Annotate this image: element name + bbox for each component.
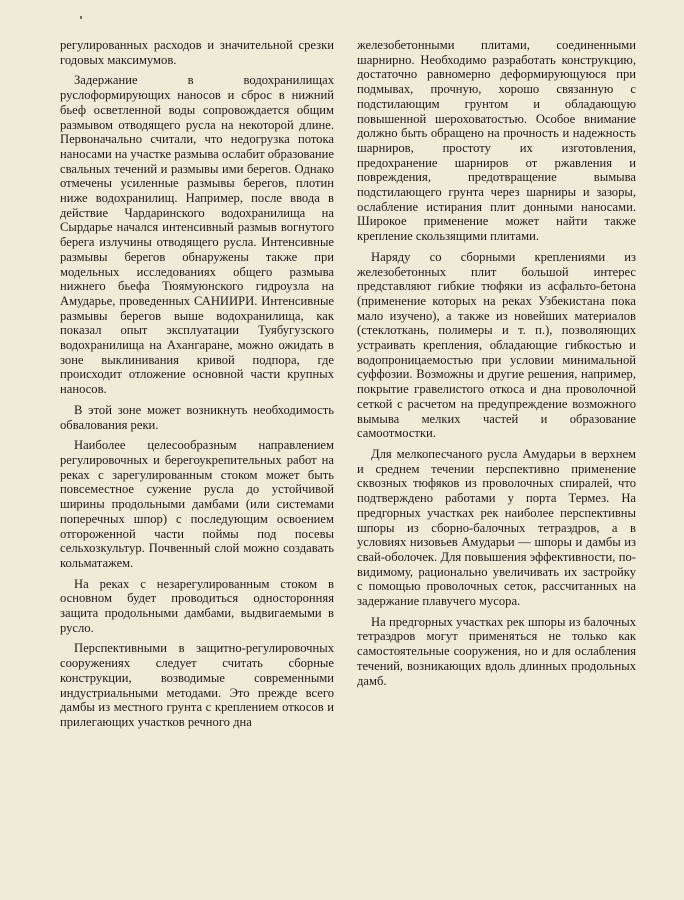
left-column bbox=[60, 38, 334, 736]
paragraph: железобетонными плитами, соединенными шарнирно. Необходимо разработать конструкцию, достаточно равномерно деформирующуюся при подмывах, прочную, хорошо связанную с подстилающим грунтом и обладающую повышенной шероховатостью. Особое внимание должно быть обращено на прочность и надежность шарниров, простоту их изготовления, предохранение шарниров от ржавления и повреждения, предотвращение вымыва подстилающего грунта через шарниры и зазоры, ослабление истирания плит донными наносами. Широкое применение может найти также крепление скользящими плитами. bbox=[357, 38, 636, 244]
paragraph: В этой зоне может возникнуть необходимость обвалования реки. bbox=[60, 402, 334, 432]
scan-speck bbox=[80, 16, 82, 19]
paragraph: Перспективными в защитно-регулировочных сооружениях следует считать сборные конструкции, возводимые современными индустриальными методами. Это прежде всего дамбы из местного грунта с креплением откосов и прилегающих участков речного дна bbox=[60, 641, 334, 729]
paragraph: регулированных расходов и значительной срезки годовых максимумов. bbox=[60, 38, 334, 67]
right-column bbox=[357, 38, 636, 694]
paragraph: На реках с незарегулированным стоком в основном будет проводиться односторонняя защита продольными дамбами, выдвигаемыми в русло. bbox=[60, 576, 334, 635]
paragraph: Наиболее целесообразным направлением регулировочных и берегоукрепительных работ на реках с зарегулированным стоком может быть повсеместное сужение русла до устойчивой ширины продольными дамбами (или системами поперечных шпор) с последующим освоением отгороженной части поймы под посевы сельхозкультур. Почвенный слой можно создавать кольматажем. bbox=[60, 438, 334, 570]
paragraph: Для мелкопесчаного русла Амударьи в верхнем и среднем течении перспективно применение сквозных тюфяков из проволочных спиралей, что подтверждено работами у порта Термез. На предгорных участках рек наиболее перспективны шпоры из сборно-балочных тетраэдров, а в условиях низовьев Амударьи — шпоры и дамбы из свай-оболочек. Для повышения эффективности, по-видимому, рационально увеличивать их застройку с помощью проволочных сеток, рассчитанных на задержание плавучего мусора. bbox=[357, 446, 636, 609]
paragraph: На предгорных участках рек шпоры из балочных тетраэдров могут применяться не только как самостоятельные сооружения, но и для ослабления течений, возникающих вдоль длинных продольных дамб. bbox=[357, 614, 636, 688]
paragraph: Наряду со сборными креплениями из железобетонных плит большой интерес представляют гибкие тюфяки из асфальто-бетона (применение которых на реках Узбекистана пока мало изучено), а также из новейших материалов (стеклоткань, полимеры и т. п.), позволяющих устраивать крепления, обладающие гибкостью и водопроницаемостью при условии минимальной суффозии. Возможны и другие решения, например, покрытие гравелистого откоса и дна проволочной сеткой с расчетом на предупреждение возможного вымыва мелких частей и образование самоотмостки. bbox=[357, 249, 636, 441]
paragraph: Задержание в водохранилищах руслоформирующих наносов и сброс в нижний бьеф осветленной воды сопровождается общим размывом отводящего русла на некоторой длине. Первоначально считали, что недогрузка потока наносами на участке размыва ослабит образование свальных течений и размывы ими берегов. Однако отмечены усиленные размывы берегов, плотин ниже водохранилищ. Например, после ввода в действие Чардаринского водохранилища на Сырдарье начался интенсивный размыв вогнутого берега излучины отводящего русла. Интенсивные размывы берегов обнаружены также при модельных исследованиях общего размыва нижнего бьефа Тюямуюнского гидроузла на Амударье, проведенных САНИИРИ. Интенсивные размывы берегов выше водохранилища, как показал опыт эксплуатации Туябугузского водохранилища на Ахангаране, можно ожидать в зоне выклинивания кривой подпора, где происходит отложение основной части крупных наносов. bbox=[60, 73, 334, 397]
